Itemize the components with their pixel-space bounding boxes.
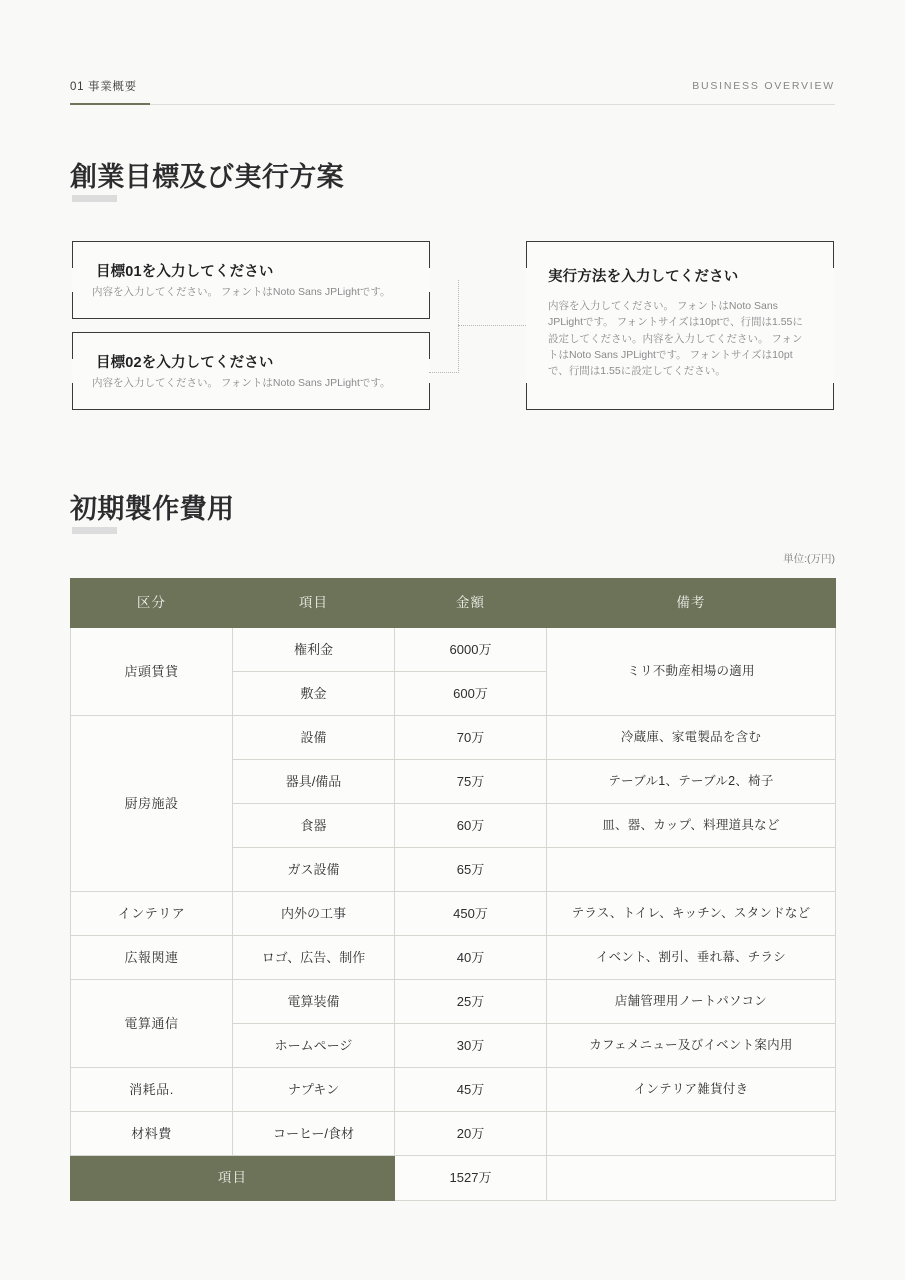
cell-remarks: 冷蔵庫、家電製品を含む (547, 716, 836, 760)
cell-amount: 65万 (395, 848, 547, 892)
cell-item: ガス設備 (233, 848, 395, 892)
table-row (71, 628, 836, 672)
cell-category: 消耗品. (71, 1068, 233, 1112)
cell-total-remarks (547, 1156, 836, 1201)
corner-bracket-bottom-right-icon (807, 383, 834, 410)
cell-remarks: イベント、割引、垂れ幕、チラシ (547, 936, 836, 980)
running-header-rule-accent (70, 103, 150, 105)
cell-amount: 60万 (395, 804, 547, 848)
cell-category: 材料費 (71, 1112, 233, 1156)
execution-method-body: 内容を入力してください。 フォントはNoto Sans JPLightです。 フォントサイズは10ptで、行間は1.55に設定してください。内容を入力してください。 フォントはNoto Sans JPLightです。 フォントサイズは10ptで、行間は1.55に設定してください。 (548, 300, 803, 378)
table-row (71, 936, 836, 980)
cell-amount: 70万 (395, 716, 547, 760)
box-top-edge (98, 332, 404, 333)
cell-remarks: ミリ不動産相場の適用 (547, 628, 836, 716)
cost-table-header (71, 579, 836, 628)
cell-amount: 45万 (395, 1068, 547, 1112)
initial-cost-table (70, 578, 836, 1201)
cell-category: インテリア (71, 892, 233, 936)
cost-section-title: 初期製作費用 (70, 494, 235, 524)
goal-01-body: 内容を入力してください。 フォントはNoto Sans JPLightです。 (92, 286, 391, 298)
cost-table-header-row (71, 579, 836, 628)
table-row (71, 1112, 836, 1156)
cell-item: 内外の工事 (233, 892, 395, 936)
cell-item: 設備 (233, 716, 395, 760)
execution-method-title: 実行方法を入力してください (548, 269, 739, 285)
cell-item: 器具/備品 (233, 760, 395, 804)
cell-amount: 40万 (395, 936, 547, 980)
cell-remarks: テーブル1、テーブル2、椅子 (547, 760, 836, 804)
corner-bracket-top-right-icon (807, 241, 834, 268)
goal-02-title: 目標02を入力してください (96, 355, 274, 371)
cell-amount: 6000万 (395, 628, 547, 672)
corner-bracket-top-left-icon (72, 241, 99, 268)
cell-category: 広報関連 (71, 936, 233, 980)
cell-category: 店頭賃貸 (71, 628, 233, 716)
table-total-row (71, 1156, 836, 1201)
cell-amount: 30万 (395, 1024, 547, 1068)
box-bottom-edge (552, 409, 808, 410)
column-header-remarks: 備考 (547, 579, 836, 628)
running-header-right-label: BUSINESS OVERVIEW (692, 80, 835, 92)
table-row (71, 1068, 836, 1112)
table-unit-caption: 単位:(万円) (783, 553, 835, 565)
cell-amount: 75万 (395, 760, 547, 804)
goal-02-box (72, 332, 430, 410)
column-header-category: 区分 (71, 579, 233, 628)
cell-remarks (547, 848, 836, 892)
goals-section-title: 創業目標及び実行方案 (70, 162, 345, 192)
running-header-left-label: 01 事業概要 (70, 81, 137, 93)
cell-item: 敷金 (233, 672, 395, 716)
cell-remarks: 皿、器、カップ、料理道具など (547, 804, 836, 848)
goal-02-body: 内容を入力してください。 フォントはNoto Sans JPLightです。 (92, 377, 391, 389)
cell-remarks: インテリア雑貨付き (547, 1068, 836, 1112)
table-row (71, 980, 836, 1024)
cell-amount: 450万 (395, 892, 547, 936)
goal-01-title: 目標01を入力してください (96, 264, 274, 280)
running-header (70, 78, 835, 108)
cell-amount: 20万 (395, 1112, 547, 1156)
cell-item: 権利金 (233, 628, 395, 672)
cell-item: ホームページ (233, 1024, 395, 1068)
cell-item: ロゴ、広告、制作 (233, 936, 395, 980)
running-header-rule (70, 104, 835, 105)
cell-remarks: カフェメニュー及びイベント案内用 (547, 1024, 836, 1068)
goal-01-box (72, 241, 430, 319)
cell-remarks: 店舗管理用ノートパソコン (547, 980, 836, 1024)
cell-item: コーヒー/食材 (233, 1112, 395, 1156)
table-row (71, 892, 836, 936)
cell-item: 電算装備 (233, 980, 395, 1024)
cell-total-label: 項目 (71, 1156, 395, 1201)
column-header-item: 項目 (233, 579, 395, 628)
corner-bracket-top-left-icon (526, 241, 553, 268)
corner-bracket-top-left-icon (72, 332, 99, 359)
box-bottom-edge (98, 318, 404, 319)
cell-remarks: テラス、トイレ、キッチン、スタンドなど (547, 892, 836, 936)
cell-total-amount: 1527万 (395, 1156, 547, 1201)
connector-vertical-dotted-line (458, 280, 459, 373)
connector-lower-dotted-line (429, 372, 459, 373)
goals-section-accent-bar (72, 195, 117, 202)
connector-upper-dotted-line (458, 325, 526, 326)
corner-bracket-top-right-icon (403, 241, 430, 268)
cell-item: 食器 (233, 804, 395, 848)
box-top-edge (98, 241, 404, 242)
cell-amount: 25万 (395, 980, 547, 1024)
cell-category: 電算通信 (71, 980, 233, 1068)
box-bottom-edge (98, 409, 404, 410)
cell-category: 厨房施設 (71, 716, 233, 892)
corner-bracket-top-right-icon (403, 332, 430, 359)
cell-amount: 600万 (395, 672, 547, 716)
box-top-edge (552, 241, 808, 242)
cost-section-accent-bar (72, 527, 117, 534)
corner-bracket-bottom-left-icon (526, 383, 553, 410)
table-row (71, 716, 836, 760)
execution-method-box (526, 241, 834, 410)
cell-remarks (547, 1112, 836, 1156)
cell-item: ナプキン (233, 1068, 395, 1112)
cost-table-body (71, 628, 836, 1201)
column-header-amount: 金額 (395, 579, 547, 628)
